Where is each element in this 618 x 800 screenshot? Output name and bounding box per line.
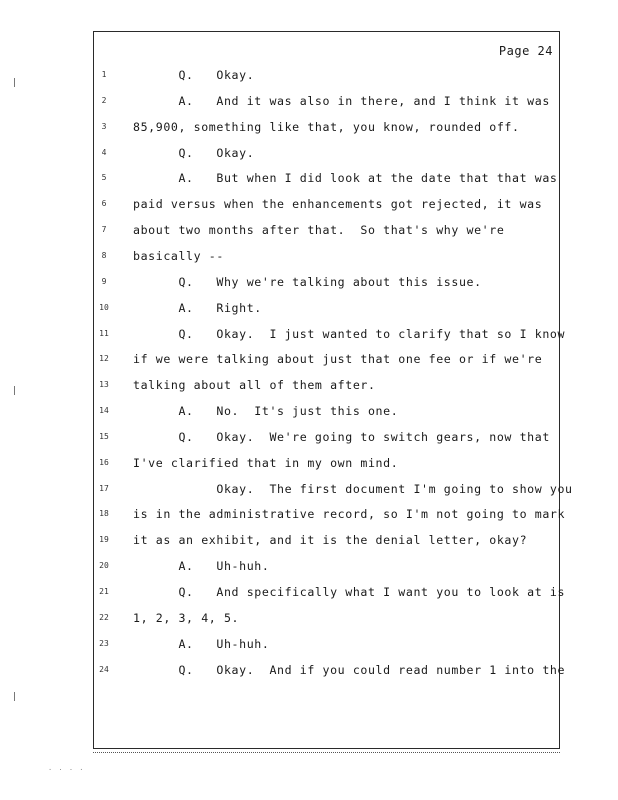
- transcript-line: basically --: [133, 249, 224, 263]
- line-number: 3: [101, 122, 107, 131]
- line-number: 12: [99, 354, 109, 363]
- transcript-line: talking about all of them after.: [133, 378, 376, 392]
- transcript-line: if we were talking about just that one fee or if we're: [133, 352, 543, 366]
- line-number: 21: [99, 587, 109, 596]
- transcript-line: A. And it was also in there, and I think it was: [133, 94, 550, 108]
- line-number: 14: [99, 406, 109, 415]
- transcript-line: Q. Okay. We're going to switch gears, now that: [133, 430, 550, 444]
- transcript-line: A. Right.: [133, 301, 262, 315]
- hole-punch-mark: [14, 386, 15, 395]
- line-number: 10: [99, 303, 109, 312]
- line-number: 11: [99, 329, 109, 338]
- line-number: 2: [101, 96, 107, 105]
- transcript-line: is in the administrative record, so I'm not going to mark: [133, 507, 566, 521]
- transcript-line: Q. Okay. I just wanted to clarify that so I know: [133, 327, 566, 341]
- transcript-line: I've clarified that in my own mind.: [133, 456, 399, 470]
- line-number: 20: [99, 561, 109, 570]
- transcript-line: Okay. The first document I'm going to show you: [133, 482, 573, 496]
- line-number: 18: [99, 509, 109, 518]
- line-number: 5: [101, 173, 107, 182]
- line-number: 23: [99, 639, 109, 648]
- transcript-line: Q. Okay.: [133, 146, 255, 160]
- line-number: 8: [101, 251, 107, 260]
- line-number: 4: [101, 148, 107, 157]
- transcript-line: paid versus when the enhancements got rejected, it was: [133, 197, 543, 211]
- hole-punch-mark: [14, 692, 15, 701]
- transcript-line: A. Uh-huh.: [133, 637, 270, 651]
- transcript-line: 85,900, something like that, you know, rounded off.: [133, 120, 520, 134]
- line-number: 7: [101, 225, 107, 234]
- transcript-line: Q. And specifically what I want you to look at is: [133, 585, 566, 599]
- transcript-line: Q. Why we're talking about this issue.: [133, 275, 482, 289]
- hole-punch-mark: [14, 78, 15, 87]
- line-number: 19: [99, 535, 109, 544]
- line-number: 1: [101, 70, 107, 79]
- line-number: 16: [99, 458, 109, 467]
- transcript-line: it as an exhibit, and it is the denial letter, okay?: [133, 533, 528, 547]
- line-number: 24: [99, 665, 109, 674]
- line-number: 15: [99, 432, 109, 441]
- transcript-line: Q. Okay. And if you could read number 1 into the: [133, 663, 566, 677]
- transcript-line: Q. Okay.: [133, 68, 255, 82]
- line-number: 22: [99, 613, 109, 622]
- page-bottom-rule: [93, 752, 560, 754]
- transcript-line: 1, 2, 3, 4, 5.: [133, 611, 240, 625]
- page-number: Page 24: [498, 44, 553, 58]
- line-number: 13: [99, 380, 109, 389]
- transcript-line: A. Uh-huh.: [133, 559, 270, 573]
- line-number: 6: [101, 199, 107, 208]
- line-number: 9: [101, 277, 107, 286]
- transcript-line: about two months after that. So that's why we're: [133, 223, 505, 237]
- transcript-line: A. But when I did look at the date that that was: [133, 171, 558, 185]
- line-number: 17: [99, 484, 109, 493]
- transcript-line: A. No. It's just this one.: [133, 404, 399, 418]
- scan-mark: . . . .: [48, 764, 85, 772]
